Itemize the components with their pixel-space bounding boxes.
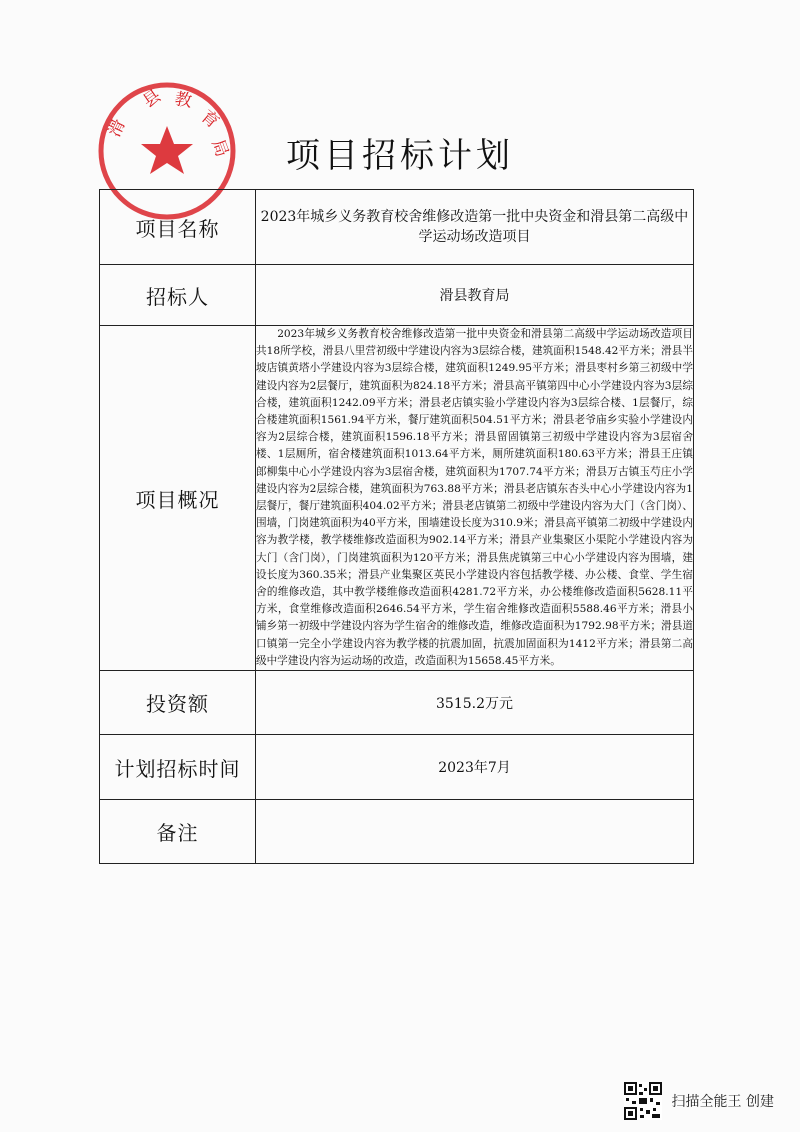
row-label: 备注 — [100, 800, 256, 864]
row-label: 项目概况 — [100, 326, 256, 671]
svg-text:育: 育 — [196, 106, 223, 133]
svg-text:局: 局 — [207, 136, 232, 160]
table-row — [100, 800, 694, 864]
row-label: 招标人 — [100, 265, 256, 326]
row-label: 计划招标时间 — [100, 735, 256, 800]
svg-text:滑: 滑 — [104, 116, 130, 141]
row-label: 项目名称 — [100, 190, 256, 265]
investment-value: 3515.2万元 — [256, 671, 694, 735]
table-row — [100, 735, 694, 800]
document-title: 项目招标计划 — [286, 136, 514, 176]
table-row — [100, 265, 694, 326]
table-row — [100, 190, 694, 265]
scanner-watermark — [624, 1082, 774, 1120]
row-label: 投资额 — [100, 671, 256, 735]
qr-code-icon — [624, 1082, 662, 1120]
project-overview-value: 2023年城乡义务教育校舍维修改造第一批中央资金和滑县第二高级中学运动场改造项目共18所学校，滑县八里营初级中学建设内容为3层综合楼，建筑面积1548.42平方米；滑县半坡店镇黄塔小学建设内容为3层综合楼，建筑面积1249.95平方米；滑县枣村乡第三初级中学建设内容为2层餐厅，建筑面积为824.18平方米；滑县高平镇第四中心小学建设内容为3层综合楼，建筑面积1242.09平方米；滑县老店镇实验小学建设内容为3层综合楼、1层餐厅，综合楼建筑面积1561.94平方米，餐厅建筑面积504.51平方米；滑县老爷庙乡实验小学建设内容为2层综合楼，建筑面积1596.18平方米；滑县留固镇第三初级中学建设内容为3层宿舍楼、1层厕所，宿舍楼建筑面积1013.64平方米，厕所建筑面积180.63平方米；滑县王庄镇郎柳集中心小学建设内容为3层宿舍楼，建筑面积为1707.74平方米；滑县万古镇玉芍庄小学建设内容为2层综合楼，建筑面积为763.88平方米；滑县老店镇东杏头中心小学建设内容为1层餐厅，餐厅建筑面积404.02平方米；滑县老店镇第二初级中学建设内容为大门（含门岗）、围墙，门岗建筑面积为40平方米，围墙建设长度为310.9米；滑县高平镇第二初级中学建设内容为教学楼，教学楼维修改造面积为902.14平方米；滑县产业集聚区小渠陀小学建设内容为大门（含门岗），门岗建筑面积为120平方米；滑县焦虎镇第三中心小学建设内容为围墙，建设长度为360.35米；滑县产业集聚区英民小学建设内容包括教学楼、办公楼、食堂、学生宿舍的维修改造，其中教学楼维修改造面积4281.72平方米，办公楼维修改造面积5628.11平方米，食堂维修改造面积2646.54平方米，学生宿舍维修改造面积5588.46平方米；滑县小铺乡第一初级中学建设内容为学生宿舍的维修改造，维修改造面积为1792.98平方米；滑县道口镇第一完全小学建设内容为教学楼的抗震加固，抗震加固面积为1412平方米；滑县第二高级中学建设内容为运动场的改造，改造面积为15658.45平方米。 — [256, 326, 694, 671]
svg-text:教: 教 — [173, 89, 194, 112]
table-row — [100, 671, 694, 735]
bidding-time-value: 2023年7月 — [256, 735, 694, 800]
project-name-value: 2023年城乡义务教育校舍维修改造第一批中央资金和滑县第二高级中学运动场改造项目 — [256, 190, 694, 265]
svg-text:县: 县 — [139, 85, 165, 113]
scanner-watermark-text: 扫描全能王 创建 — [671, 1094, 774, 1110]
bidding-plan-table — [99, 189, 694, 864]
bidder-value: 滑县教育局 — [256, 265, 694, 326]
remarks-value — [256, 800, 694, 864]
table-row — [100, 326, 694, 671]
